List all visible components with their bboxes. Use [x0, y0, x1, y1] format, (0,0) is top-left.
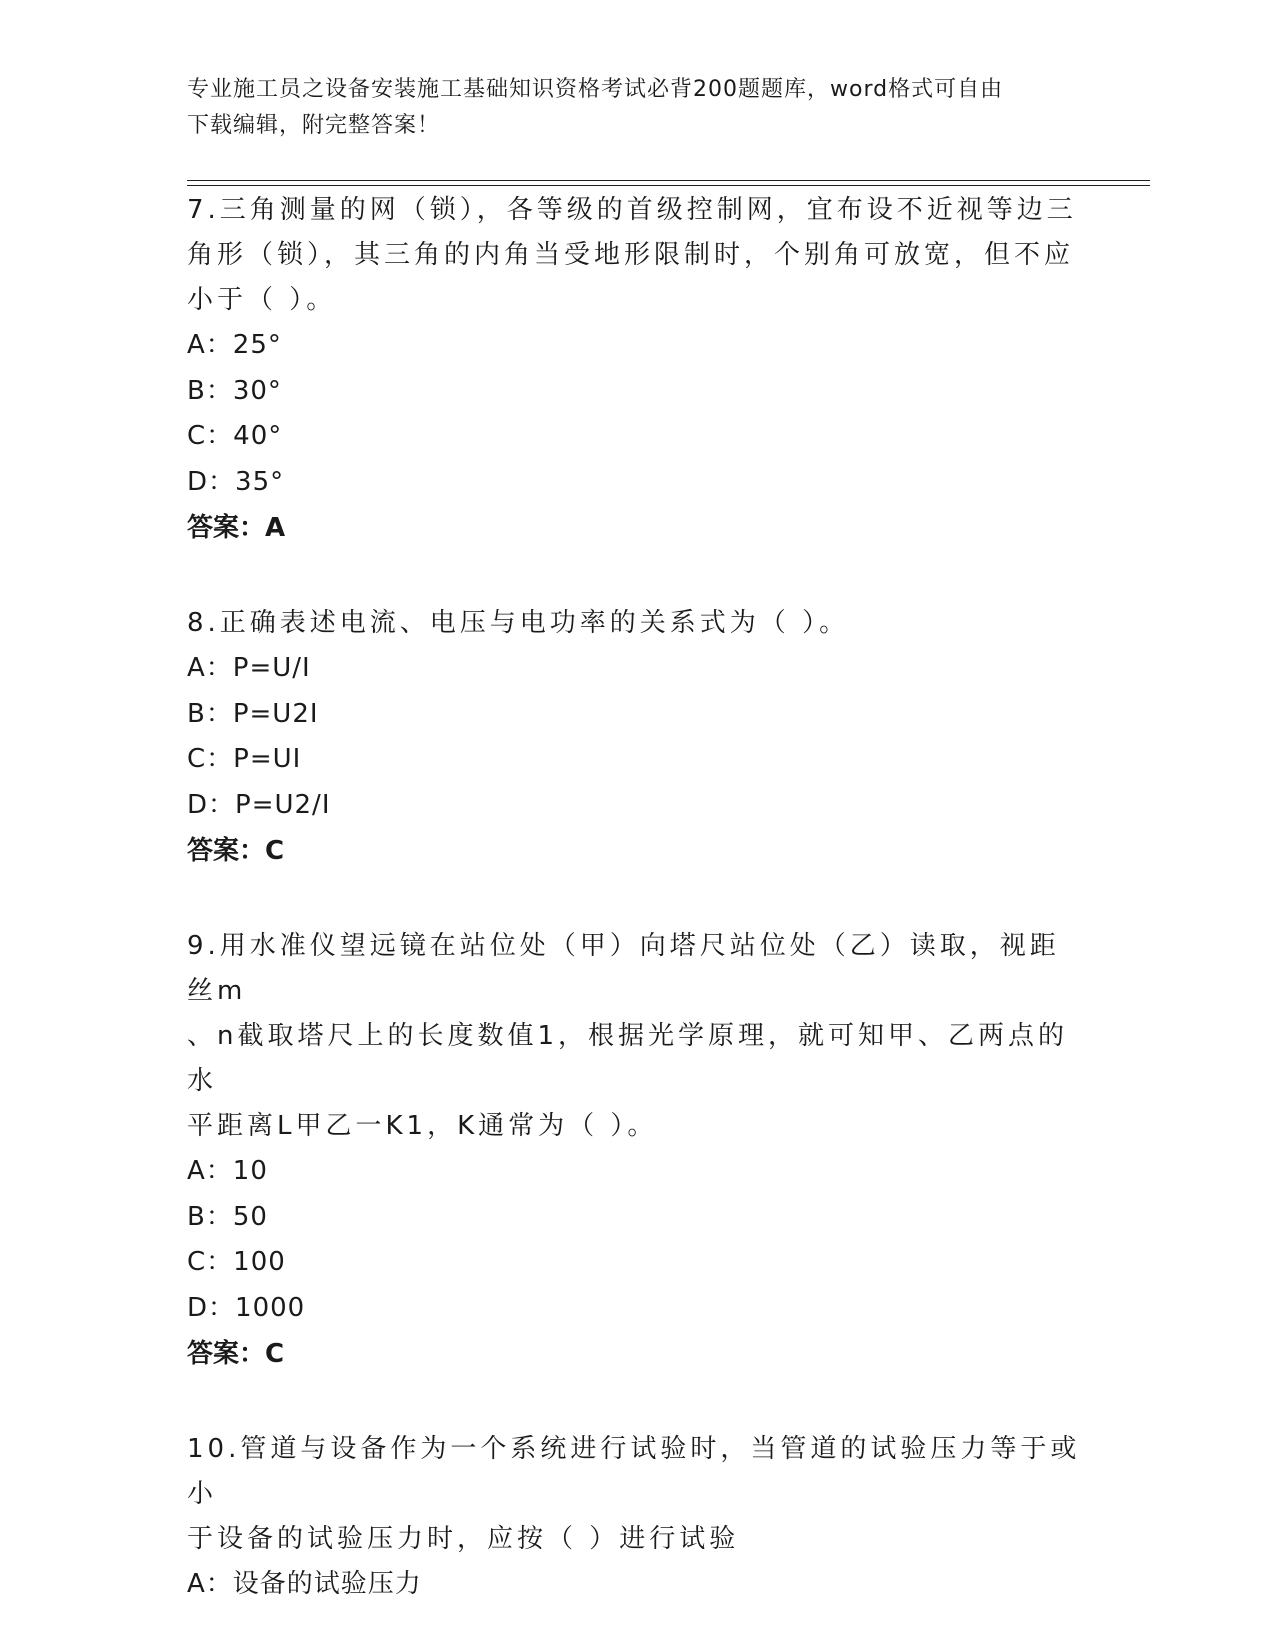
option-a: A：25°	[187, 330, 282, 360]
option-d: D：P=U2/I	[187, 789, 331, 820]
option-c: C：P=UI	[187, 744, 302, 774]
option-b: B：50	[187, 1201, 268, 1232]
question-stem-line: 、n截取塔尺上的长度数值1，根据光学原理，就可知甲、乙两点的水	[187, 1021, 1069, 1096]
question-list	[187, 188, 1087, 1608]
header-rule-bottom	[187, 185, 1150, 186]
header-rule-top	[187, 180, 1150, 181]
question-7	[187, 188, 1087, 551]
option-a: A：P=U/I	[187, 653, 311, 683]
option-d: D：35°	[187, 466, 285, 497]
question-stem-line: 平距离L甲乙一K1，K通常为（ ）。	[187, 1111, 658, 1141]
option-c: C：40°	[187, 421, 283, 451]
option-c: C：100	[187, 1247, 286, 1277]
question-9	[187, 924, 1087, 1377]
document-header	[187, 72, 1087, 144]
header-line-1: 专业施工员之设备安装施工基础知识资格考试必背200题题库，word格式可自由	[187, 77, 1004, 102]
option-a: A：设备的试验压力	[187, 1569, 422, 1599]
question-stem-line: 7.三角测量的网（锁），各等级的首级控制网，宜布设不近视等边三	[187, 195, 1077, 225]
question-stem-line: 10.管道与设备作为一个系统进行试验时，当管道的试验压力等于或小	[187, 1434, 1081, 1509]
question-10	[187, 1427, 1087, 1608]
option-b: B：P=U2I	[187, 698, 319, 729]
question-stem-line: 角形（锁），其三角的内角当受地形限制时，个别角可放宽，但不应	[187, 240, 1075, 270]
question-stem-line: 小于（ ）。	[187, 285, 337, 315]
question-stem-line: 8.正确表述电流、电压与电功率的关系式为（ ）。	[187, 608, 850, 638]
option-a: A：10	[187, 1156, 268, 1186]
question-8	[187, 601, 1087, 874]
question-stem-line: 9.用水准仪望远镜在站位处（甲）向塔尺站位处（乙）读取，视距丝m	[187, 931, 1060, 1006]
question-stem-line: 于设备的试验压力时，应按（ ）进行试验	[187, 1524, 740, 1554]
answer: 答案：A	[187, 513, 286, 543]
answer: 答案：C	[187, 1339, 285, 1369]
header-line-2: 下载编辑，附完整答案！	[187, 113, 441, 138]
answer: 答案：C	[187, 836, 285, 866]
option-d: D：1000	[187, 1292, 306, 1323]
option-b: B：30°	[187, 375, 282, 406]
